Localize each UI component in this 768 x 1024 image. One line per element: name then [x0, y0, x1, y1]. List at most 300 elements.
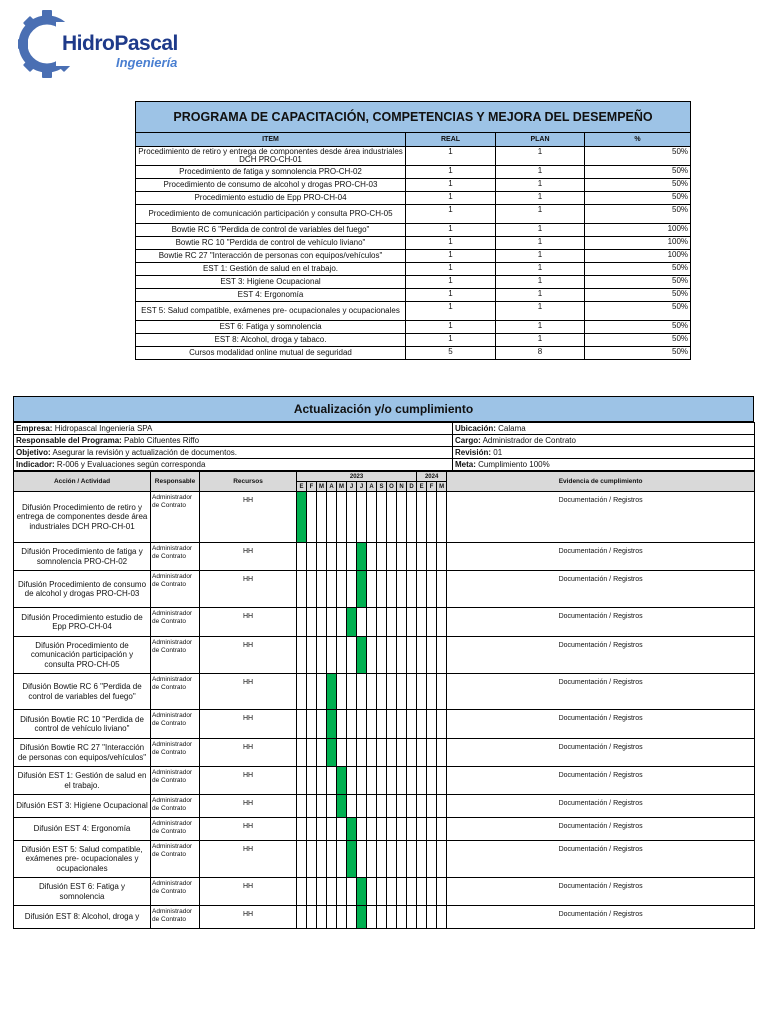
- gantt-month-cell: [367, 543, 377, 571]
- gantt-month-cell: [397, 637, 407, 674]
- meta-label: Meta:: [455, 460, 476, 469]
- gantt-month-cell: [387, 571, 397, 608]
- gantt-month-cell: [337, 906, 347, 929]
- activity-evidence: Documentación / Registros: [447, 878, 755, 906]
- program-row: [136, 192, 691, 205]
- gantt-month-cell: [347, 571, 357, 608]
- gantt-month-cell: [397, 906, 407, 929]
- activity-name: Difusión EST 4: Ergonomía: [14, 818, 151, 841]
- gantt-month-cell: [417, 841, 427, 878]
- program-info-table: [13, 422, 755, 471]
- gantt-month-cell: [417, 767, 427, 795]
- gantt-month-cell: [437, 571, 447, 608]
- gantt-month-cell: [327, 492, 337, 543]
- activity-row: [14, 818, 755, 841]
- gantt-month-cell: [427, 674, 437, 710]
- gantt-month-cell: [327, 637, 337, 674]
- month-header: M: [337, 482, 347, 492]
- program-row: [136, 302, 691, 321]
- program-table: [135, 101, 691, 360]
- program-item: Cursos modalidad online mutual de seguridad: [136, 347, 406, 360]
- gantt-month-cell: [297, 795, 307, 818]
- gantt-month-cell: [377, 492, 387, 543]
- activity-resources: HH: [200, 608, 297, 637]
- program-item: Procedimiento de fatiga y somnolencia PRO-CH-02: [136, 166, 406, 179]
- gantt-bar-cell: [357, 543, 367, 571]
- indicador-cell: [14, 459, 453, 471]
- activity-row: [14, 543, 755, 571]
- ubicacion-label: Ubicación:: [455, 424, 496, 433]
- cargo-value: Administrador de Contrato: [482, 436, 576, 445]
- program-pct: 50%: [585, 321, 691, 334]
- gantt-month-cell: [387, 492, 397, 543]
- gantt-month-cell: [377, 795, 387, 818]
- program-plan: 8: [496, 347, 585, 360]
- program-row: [136, 166, 691, 179]
- program-pct: 50%: [585, 276, 691, 289]
- gantt-month-cell: [367, 637, 377, 674]
- activity-row: [14, 571, 755, 608]
- gantt-month-cell: [427, 608, 437, 637]
- gantt-month-cell: [347, 674, 357, 710]
- empresa-value: Hidropascal Ingeniería SPA: [54, 424, 153, 433]
- activity-resources: HH: [200, 637, 297, 674]
- gantt-month-cell: [357, 674, 367, 710]
- gantt-month-cell: [387, 608, 397, 637]
- activity-resources: HH: [200, 795, 297, 818]
- activity-responsible: Administrador de Contrato: [151, 492, 200, 543]
- gantt-month-cell: [367, 608, 377, 637]
- gantt-month-cell: [387, 818, 397, 841]
- activity-resources: HH: [200, 906, 297, 929]
- program-plan: 1: [496, 321, 585, 334]
- activity-responsible: Administrador de Contrato: [151, 674, 200, 710]
- activity-resources: HH: [200, 841, 297, 878]
- meta-cell: [453, 459, 755, 471]
- activity-name: Difusión EST 5: Salud compatible, exámenes pre- ocupacionales y ocupacionales: [14, 841, 151, 878]
- program-plan: 1: [496, 224, 585, 237]
- activity-row: [14, 767, 755, 795]
- gantt-month-cell: [437, 739, 447, 767]
- responsable-value: Pablo Cifuentes Riffo: [124, 436, 200, 445]
- gantt-month-cell: [307, 878, 317, 906]
- responsable-cell: [14, 435, 453, 447]
- activity-responsible: Administrador de Contrato: [151, 608, 200, 637]
- gantt-month-cell: [317, 795, 327, 818]
- month-header: M: [437, 482, 447, 492]
- gantt-month-cell: [387, 906, 397, 929]
- gantt-month-cell: [377, 710, 387, 739]
- gantt-month-cell: [417, 608, 427, 637]
- activity-row: [14, 674, 755, 710]
- gantt-month-cell: [397, 710, 407, 739]
- gantt-month-cell: [297, 841, 307, 878]
- program-item: Bowtie RC 27 "Interacción de personas con equipos/vehículos": [136, 250, 406, 263]
- gantt-month-cell: [297, 543, 307, 571]
- gantt-month-cell: [367, 674, 377, 710]
- gantt-bar-cell: [297, 492, 307, 543]
- activity-evidence: Documentación / Registros: [447, 492, 755, 543]
- program-plan: 1: [496, 289, 585, 302]
- gantt-month-cell: [407, 571, 417, 608]
- year-2023-header: 2023: [297, 472, 417, 482]
- activity-name: Difusión Bowtie RC 10 "Perdida de control de vehículo liviano": [14, 710, 151, 739]
- gantt-month-cell: [397, 492, 407, 543]
- gantt-month-cell: [407, 818, 417, 841]
- gantt-month-cell: [437, 608, 447, 637]
- program-real: 1: [406, 276, 496, 289]
- activity-evidence: Documentación / Registros: [447, 608, 755, 637]
- program-row: [136, 334, 691, 347]
- gantt-month-cell: [327, 543, 337, 571]
- activity-name: Difusión Procedimiento de consumo de alcohol y drogas PRO-CH-03: [14, 571, 151, 608]
- gantt-month-cell: [337, 710, 347, 739]
- activity-resources: HH: [200, 543, 297, 571]
- gantt-month-cell: [377, 906, 387, 929]
- gantt-month-cell: [387, 543, 397, 571]
- activity-evidence: Documentación / Registros: [447, 637, 755, 674]
- program-plan: 1: [496, 302, 585, 321]
- activity-resources: HH: [200, 674, 297, 710]
- gantt-month-cell: [307, 710, 317, 739]
- col-plan-header: PLAN: [496, 133, 585, 147]
- gantt-month-cell: [347, 710, 357, 739]
- gantt-month-cell: [347, 795, 357, 818]
- activity-evidence: Documentación / Registros: [447, 543, 755, 571]
- gantt-month-cell: [367, 710, 377, 739]
- gantt-month-cell: [407, 739, 417, 767]
- program-pct: 50%: [585, 205, 691, 224]
- program-real: 1: [406, 289, 496, 302]
- gantt-bar-cell: [357, 637, 367, 674]
- logo-brand-text: HidroPascal: [62, 32, 178, 55]
- gantt-month-cell: [327, 795, 337, 818]
- gantt-month-cell: [427, 543, 437, 571]
- gantt-month-cell: [427, 571, 437, 608]
- activity-responsible: Administrador de Contrato: [151, 710, 200, 739]
- program-pct: 50%: [585, 147, 691, 166]
- program-real: 1: [406, 147, 496, 166]
- gantt-month-cell: [417, 571, 427, 608]
- gantt-month-cell: [387, 795, 397, 818]
- gantt-month-cell: [337, 571, 347, 608]
- gantt-month-cell: [407, 543, 417, 571]
- month-header: F: [307, 482, 317, 492]
- gantt-month-cell: [427, 795, 437, 818]
- gantt-month-cell: [357, 608, 367, 637]
- activity-responsible: Administrador de Contrato: [151, 906, 200, 929]
- gantt-month-cell: [437, 878, 447, 906]
- activity-row: [14, 841, 755, 878]
- gantt-month-cell: [377, 608, 387, 637]
- gantt-month-cell: [337, 841, 347, 878]
- gantt-month-cell: [387, 841, 397, 878]
- activity-name: Difusión Bowtie RC 6 "Perdida de control de variables del fuego": [14, 674, 151, 710]
- activity-responsible: Administrador de Contrato: [151, 739, 200, 767]
- gantt-month-cell: [437, 637, 447, 674]
- program-row: [136, 276, 691, 289]
- gantt-month-cell: [327, 767, 337, 795]
- gantt-month-cell: [357, 492, 367, 543]
- program-real: 1: [406, 250, 496, 263]
- gantt-bar-cell: [347, 608, 357, 637]
- gantt-month-cell: [327, 571, 337, 608]
- activity-name: Difusión Procedimiento de comunicación participación y consulta PRO-CH-05: [14, 637, 151, 674]
- gantt-month-cell: [407, 767, 417, 795]
- year-2024-header: 2024: [417, 472, 447, 482]
- gantt-month-cell: [397, 608, 407, 637]
- gantt-month-cell: [407, 906, 417, 929]
- activity-resources: HH: [200, 767, 297, 795]
- program-row: [136, 250, 691, 263]
- gantt-month-cell: [307, 571, 317, 608]
- month-header: A: [367, 482, 377, 492]
- logo-sub-text: Ingeniería: [116, 55, 178, 70]
- gantt-month-cell: [297, 906, 307, 929]
- indicador-label: Indicador:: [16, 460, 55, 469]
- activity-row: [14, 739, 755, 767]
- program-row: [136, 205, 691, 224]
- gantt-month-cell: [377, 543, 387, 571]
- activity-row: [14, 637, 755, 674]
- month-header: J: [357, 482, 367, 492]
- gantt-month-cell: [427, 492, 437, 543]
- gantt-month-cell: [387, 674, 397, 710]
- program-item: Bowtie RC 10 "Perdida de control de vehículo liviano": [136, 237, 406, 250]
- program-plan: 1: [496, 192, 585, 205]
- gantt-month-cell: [297, 878, 307, 906]
- gantt-month-cell: [347, 739, 357, 767]
- program-real: 1: [406, 263, 496, 276]
- activity-responsible: Administrador de Contrato: [151, 767, 200, 795]
- gantt-bar-cell: [347, 818, 357, 841]
- program-pct: 50%: [585, 289, 691, 302]
- gantt-month-cell: [417, 906, 427, 929]
- program-row: [136, 179, 691, 192]
- program-plan: 1: [496, 205, 585, 224]
- activity-responsible: Administrador de Contrato: [151, 637, 200, 674]
- gantt-month-cell: [327, 818, 337, 841]
- program-row: [136, 289, 691, 302]
- gantt-month-cell: [387, 637, 397, 674]
- gantt-month-cell: [327, 608, 337, 637]
- gantt-month-cell: [427, 906, 437, 929]
- gantt-month-cell: [297, 674, 307, 710]
- gantt-month-cell: [357, 795, 367, 818]
- indicador-value: R-006 y Evaluaciones según corresponda: [56, 460, 206, 469]
- activity-responsible: Administrador de Contrato: [151, 571, 200, 608]
- program-plan: 1: [496, 276, 585, 289]
- program-pct: 100%: [585, 224, 691, 237]
- gantt-month-cell: [407, 795, 417, 818]
- col-item-header: ITEM: [136, 133, 406, 147]
- gantt-month-cell: [367, 739, 377, 767]
- program-row: [136, 224, 691, 237]
- empresa-cell: [14, 423, 453, 435]
- activity-name: Difusión EST 8: Alcohol, droga y: [14, 906, 151, 929]
- gantt-month-cell: [417, 795, 427, 818]
- gantt-bar-cell: [327, 739, 337, 767]
- gantt-month-cell: [397, 767, 407, 795]
- gantt-month-cell: [427, 767, 437, 795]
- gantt-month-cell: [437, 674, 447, 710]
- gantt-month-cell: [337, 818, 347, 841]
- gantt-month-cell: [337, 492, 347, 543]
- month-header: O: [387, 482, 397, 492]
- gantt-month-cell: [347, 906, 357, 929]
- activity-resources: HH: [200, 571, 297, 608]
- activity-name: Difusión Bowtie RC 27 "Interacción de personas con equipos/vehículos": [14, 739, 151, 767]
- gantt-month-cell: [307, 492, 317, 543]
- accion-header: Acción / Actividad: [14, 472, 151, 492]
- empresa-label: Empresa:: [16, 424, 53, 433]
- gantt-month-cell: [427, 739, 437, 767]
- activity-resources: HH: [200, 710, 297, 739]
- month-header: E: [297, 482, 307, 492]
- gantt-month-cell: [347, 492, 357, 543]
- gantt-month-cell: [347, 637, 357, 674]
- update-section: [13, 396, 754, 929]
- activity-name: Difusión Procedimiento estudio de Epp PRO-CH-04: [14, 608, 151, 637]
- program-real: 1: [406, 166, 496, 179]
- gantt-month-cell: [367, 878, 377, 906]
- gantt-bar-cell: [327, 710, 337, 739]
- gantt-month-cell: [397, 878, 407, 906]
- gantt-month-cell: [377, 878, 387, 906]
- gantt-month-cell: [397, 795, 407, 818]
- program-item: EST 3: Higiene Ocupacional: [136, 276, 406, 289]
- update-title: Actualización y/o cumplimiento: [13, 396, 754, 422]
- gantt-month-cell: [367, 767, 377, 795]
- gantt-month-cell: [397, 543, 407, 571]
- gantt-month-cell: [437, 492, 447, 543]
- activity-evidence: Documentación / Registros: [447, 818, 755, 841]
- gantt-month-cell: [337, 608, 347, 637]
- gantt-month-cell: [437, 818, 447, 841]
- activity-resources: HH: [200, 878, 297, 906]
- program-plan: 1: [496, 147, 585, 166]
- gantt-month-cell: [317, 571, 327, 608]
- gantt-month-cell: [317, 543, 327, 571]
- activity-evidence: Documentación / Registros: [447, 571, 755, 608]
- gantt-month-cell: [437, 906, 447, 929]
- program-pct: 50%: [585, 263, 691, 276]
- gantt-month-cell: [407, 492, 417, 543]
- evidencia-header: Evidencia de cumplimiento: [447, 472, 755, 492]
- gantt-month-cell: [417, 543, 427, 571]
- gantt-month-cell: [297, 767, 307, 795]
- activity-evidence: Documentación / Registros: [447, 906, 755, 929]
- program-title: PROGRAMA DE CAPACITACIÓN, COMPETENCIAS Y MEJORA DEL DESEMPEÑO: [136, 102, 691, 133]
- activity-responsible: Administrador de Contrato: [151, 841, 200, 878]
- activity-evidence: Documentación / Registros: [447, 841, 755, 878]
- gantt-month-cell: [357, 710, 367, 739]
- program-pct: 100%: [585, 237, 691, 250]
- gantt-month-cell: [387, 710, 397, 739]
- gantt-month-cell: [357, 841, 367, 878]
- gantt-month-cell: [367, 906, 377, 929]
- gantt-month-cell: [427, 710, 437, 739]
- activity-resources: HH: [200, 739, 297, 767]
- program-item: Procedimiento de retiro y entrega de componentes desde área industriales DCH PRO-CH-01: [136, 147, 406, 166]
- program-real: 5: [406, 347, 496, 360]
- program-plan: 1: [496, 179, 585, 192]
- month-header: J: [347, 482, 357, 492]
- gantt-month-cell: [377, 571, 387, 608]
- gantt-month-cell: [437, 795, 447, 818]
- program-pct: 50%: [585, 334, 691, 347]
- activity-evidence: Documentación / Registros: [447, 739, 755, 767]
- activity-gantt-table: [13, 471, 755, 929]
- gantt-month-cell: [387, 767, 397, 795]
- gantt-month-cell: [337, 543, 347, 571]
- gantt-bar-cell: [327, 674, 337, 710]
- month-header: F: [427, 482, 437, 492]
- program-plan: 1: [496, 250, 585, 263]
- month-header: N: [397, 482, 407, 492]
- gantt-month-cell: [307, 906, 317, 929]
- activity-row: [14, 608, 755, 637]
- col-pct-header: %: [585, 133, 691, 147]
- gantt-month-cell: [367, 841, 377, 878]
- responsable-label: Responsable del Programa:: [16, 436, 122, 445]
- gantt-month-cell: [377, 767, 387, 795]
- gantt-month-cell: [317, 492, 327, 543]
- gantt-month-cell: [307, 818, 317, 841]
- program-pct: 50%: [585, 347, 691, 360]
- gantt-month-cell: [327, 878, 337, 906]
- gantt-bar-cell: [357, 878, 367, 906]
- activity-resources: HH: [200, 492, 297, 543]
- gantt-month-cell: [337, 739, 347, 767]
- gantt-month-cell: [427, 818, 437, 841]
- program-item: Procedimiento estudio de Epp PRO-CH-04: [136, 192, 406, 205]
- gantt-month-cell: [377, 674, 387, 710]
- gantt-month-cell: [437, 841, 447, 878]
- program-row: [136, 321, 691, 334]
- gantt-month-cell: [407, 608, 417, 637]
- program-plan: 1: [496, 166, 585, 179]
- gantt-month-cell: [307, 637, 317, 674]
- gantt-month-cell: [437, 710, 447, 739]
- gantt-month-cell: [347, 543, 357, 571]
- gantt-month-cell: [317, 818, 327, 841]
- activity-evidence: Documentación / Registros: [447, 795, 755, 818]
- gantt-month-cell: [407, 878, 417, 906]
- gantt-month-cell: [297, 710, 307, 739]
- gantt-month-cell: [337, 637, 347, 674]
- month-header: D: [407, 482, 417, 492]
- program-row: [136, 347, 691, 360]
- company-logo: [16, 8, 176, 80]
- gantt-month-cell: [297, 637, 307, 674]
- recursos-header: Recursos: [200, 472, 297, 492]
- gantt-month-cell: [297, 571, 307, 608]
- gantt-month-cell: [307, 608, 317, 637]
- program-row: [136, 263, 691, 276]
- month-header: A: [327, 482, 337, 492]
- program-item: EST 1: Gestión de salud en el trabajo.: [136, 263, 406, 276]
- cargo-cell: [453, 435, 755, 447]
- program-real: 1: [406, 205, 496, 224]
- gantt-month-cell: [417, 878, 427, 906]
- gantt-month-cell: [297, 608, 307, 637]
- gantt-month-cell: [377, 818, 387, 841]
- gantt-month-cell: [317, 674, 327, 710]
- gantt-bar-cell: [357, 571, 367, 608]
- gantt-month-cell: [307, 739, 317, 767]
- program-pct: 50%: [585, 302, 691, 321]
